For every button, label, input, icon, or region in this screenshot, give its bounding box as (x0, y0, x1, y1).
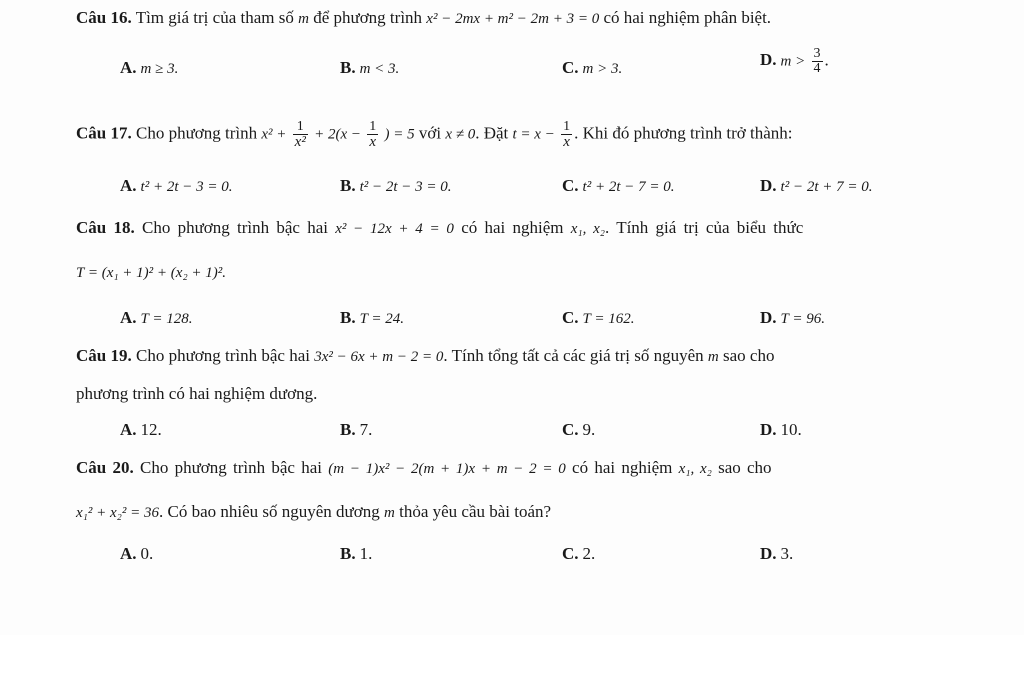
question-19-stem (76, 344, 774, 369)
question-18-option-a[interactable] (120, 306, 192, 331)
question-18-roots: x₁, x₂ (570, 221, 605, 237)
question-17-fraction-1 (293, 120, 308, 149)
option-content: T = 96. (780, 311, 825, 327)
question-20-text-a: Cho phương trình bậc hai (139, 458, 322, 477)
question-19-label: Câu 19. (76, 346, 132, 365)
question-19-option-c[interactable] (562, 418, 595, 442)
question-20-option-a[interactable] (120, 542, 153, 566)
question-17-label: Câu 17. (76, 123, 132, 143)
option-content: 0. (140, 544, 154, 563)
option-content: 9. (582, 420, 596, 439)
question-20-label: Câu 20. (76, 458, 134, 477)
option-content: T = 128. (140, 311, 193, 327)
fraction-denominator: x² (294, 134, 306, 150)
question-16-option-c[interactable] (562, 56, 622, 81)
option-letter: A. (120, 308, 137, 327)
option-content: m ≥ 3. (140, 61, 179, 77)
question-18-option-c[interactable] (562, 306, 634, 331)
question-17-text-a: Cho phương trình (135, 123, 258, 143)
question-17-text-b: với (418, 123, 442, 143)
option-letter: C. (562, 58, 579, 77)
question-17-substitution: t = x − (512, 126, 555, 143)
question-20-roots: x₁, x₂ (678, 461, 712, 477)
question-18-option-b[interactable] (340, 306, 404, 331)
question-18-equation: x² − 12x + 4 = 0 (335, 221, 454, 237)
question-16-option-d[interactable] (760, 47, 829, 76)
question-18-option-d[interactable] (760, 306, 825, 331)
question-17-fraction-2 (367, 120, 378, 149)
question-19-option-a[interactable] (120, 418, 162, 442)
option-letter: A. (120, 58, 137, 77)
question-19-option-d[interactable] (760, 418, 802, 442)
question-19-stem-line2 (76, 382, 317, 406)
question-20-option-d[interactable] (760, 542, 793, 566)
option-content: t² − 2t + 7 = 0. (780, 179, 873, 195)
question-18-label: Câu 18. (76, 218, 135, 237)
question-18-text-a: Cho phương trình bậc hai (141, 218, 328, 237)
option-letter: B. (340, 420, 356, 439)
question-17-eq-part3: ) = 5 (384, 126, 415, 143)
option-letter: C. (562, 420, 579, 439)
option-content: t² + 2t − 3 = 0. (140, 179, 233, 195)
question-20-stem-line2 (76, 500, 551, 525)
fraction-numerator: 1 (563, 119, 571, 134)
question-20-stem (76, 456, 772, 481)
question-17-condition: x ≠ 0 (445, 126, 476, 143)
option-content-post: . (824, 50, 829, 70)
option-letter: C. (562, 544, 579, 563)
option-letter: D. (760, 308, 777, 327)
question-16-var-m: m (298, 11, 309, 27)
option-content: 3. (780, 544, 794, 563)
question-16-text-c: có hai nghiệm phân biệt. (603, 8, 772, 27)
option-content: T = 24. (359, 311, 405, 327)
option-content: 7. (359, 420, 373, 439)
question-19-text-c: sao cho (723, 346, 775, 365)
fraction-denominator: 4 (813, 61, 821, 76)
question-19-text-b: . Tính tổng tất cả các giá trị số nguyên (443, 346, 704, 365)
option-content: 1. (359, 544, 373, 563)
option-letter: B. (340, 58, 356, 77)
question-20-condition: x₁² + x₂² = 36 (76, 505, 159, 521)
question-19-option-b[interactable] (340, 418, 372, 442)
fraction-numerator: 1 (369, 119, 377, 134)
question-17-eq-part1: x² + (261, 126, 287, 143)
question-18-expression (76, 260, 226, 285)
question-17-option-a[interactable] (120, 174, 232, 199)
option-content: t² − 2t − 3 = 0. (359, 179, 452, 195)
question-17-eq-part2: + 2(x − (314, 126, 361, 143)
question-18-text-c: . Tính giá trị của biểu thức (605, 218, 804, 237)
option-letter: C. (562, 176, 579, 195)
question-17-text-c: . Đặt (475, 123, 509, 143)
fraction-denominator: x (369, 134, 377, 150)
question-18-expr: T = (x₁ + 1)² + (x₂ + 1)². (76, 265, 227, 281)
question-19-line2: phương trình có hai nghiệm dương. (76, 384, 318, 403)
option-content: 12. (140, 420, 162, 439)
question-16-equation: x² − 2mx + m² − 2m + 3 = 0 (426, 11, 600, 27)
option-letter: C. (562, 308, 579, 327)
fraction-numerator: 3 (813, 46, 821, 61)
question-18-stem (76, 216, 803, 241)
page-bottom-margin (0, 635, 1024, 683)
question-20-option-b[interactable] (340, 542, 372, 566)
fraction-numerator: 1 (293, 120, 308, 135)
option-letter: D. (760, 176, 777, 195)
question-20-text-b: có hai nghiệm (572, 458, 673, 477)
question-16-text-b: để phương trình (313, 8, 423, 27)
question-19-var-m: m (707, 349, 719, 365)
question-19-text-a: Cho phương trình bậc hai (135, 346, 310, 365)
option-letter: D. (760, 420, 777, 439)
question-18-text-b: có hai nghiệm (461, 218, 564, 237)
question-20-text-d: . Có bao nhiêu số nguyên dương (158, 502, 380, 521)
option-letter: B. (340, 308, 356, 327)
question-16-option-a[interactable] (120, 56, 178, 81)
option-content: 2. (582, 544, 596, 563)
question-16-text-a: Tìm giá trị của tham số (135, 8, 294, 27)
question-20-text-e: thỏa yêu cầu bài toán? (399, 502, 552, 521)
question-17-text-d: . Khi đó phương trình trở thành: (574, 123, 793, 143)
question-16-stem (76, 6, 771, 31)
option-letter: A. (120, 544, 137, 563)
option-content: 10. (780, 420, 802, 439)
option-content: T = 162. (582, 311, 635, 327)
option-content: t² + 2t − 7 = 0. (582, 179, 675, 195)
option-letter: A. (120, 176, 137, 195)
option-letter: D. (760, 544, 777, 563)
question-17-fraction-3 (561, 120, 572, 149)
question-20-var-m: m (384, 505, 395, 521)
question-16-option-b[interactable] (340, 56, 399, 81)
option-content-pre: m > (780, 53, 806, 70)
option-letter: A. (120, 420, 137, 439)
fraction-denominator: x (563, 134, 570, 150)
question-17-option-b[interactable] (340, 174, 452, 199)
option-letter: B. (340, 176, 356, 195)
question-17-option-c[interactable] (562, 174, 674, 199)
option-letter: D. (760, 50, 777, 70)
question-16-label: Câu 16. (76, 8, 132, 27)
question-20-option-c[interactable] (562, 542, 595, 566)
question-19-equation: 3x² − 6x + m − 2 = 0 (314, 349, 444, 365)
question-20-equation: (m − 1)x² − 2(m + 1)x + m − 2 = 0 (328, 461, 566, 477)
option-content: m > 3. (582, 61, 623, 77)
question-20-text-c: sao cho (718, 458, 772, 477)
question-17-stem (76, 120, 793, 149)
question-17-option-d[interactable] (760, 174, 872, 199)
option-letter: B. (340, 544, 356, 563)
option-fraction (812, 47, 823, 76)
option-content: m < 3. (359, 61, 400, 77)
